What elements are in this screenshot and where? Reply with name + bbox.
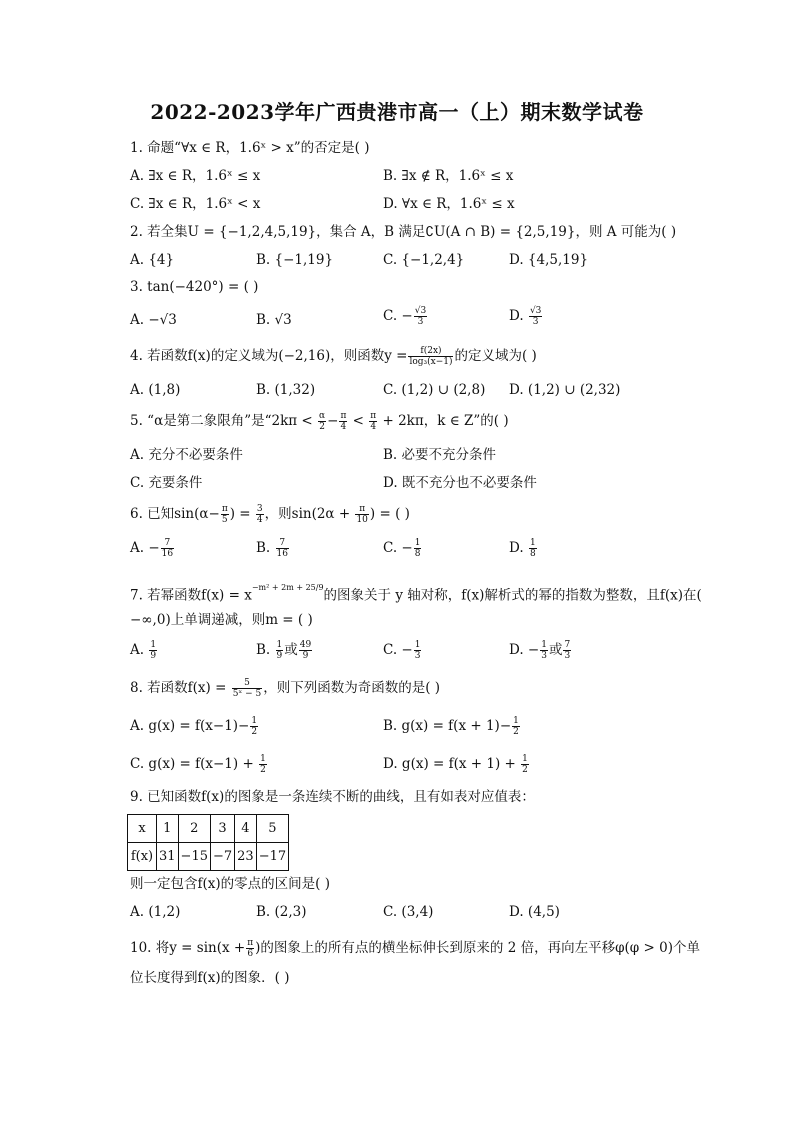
q6-stem-tail: ) = ( ) <box>369 506 410 522</box>
q7-stem-line2: −∞,0)上单调递减，则m = ( ) <box>130 612 313 628</box>
q6-fraction-3: $\frac{\pi}{10}$ <box>356 504 368 525</box>
q9-table-row-fx <box>128 843 289 871</box>
q9-option-d: D. (4,5) <box>509 904 560 920</box>
q7-exponent: −m² + 2m + 25/9 <box>251 583 324 592</box>
q8-stem-text: 8. 若函数f(x) = <box>130 680 227 696</box>
q4-stem <box>130 346 537 367</box>
q2-option-b: B. {−1,19} <box>256 252 334 268</box>
q5-stem <box>130 411 509 432</box>
q10-stem-text: 10. 将y = sin(x + <box>130 940 246 956</box>
q9-table-row-x <box>128 815 289 843</box>
q9-stem: 9. 已知函数f(x)的图象是一条连续不断的曲线，且有如表对应值表： <box>130 789 535 805</box>
q9-value-table <box>127 814 289 871</box>
q6-option-c: C. − $\frac{1}{8}$ <box>383 538 421 559</box>
q5-fraction-2: $\frac{\pi}{4}$ <box>340 411 347 432</box>
q6-option-a: A. − $\frac{7}{16}$ <box>130 538 174 559</box>
q5-minus: − <box>327 413 339 429</box>
q5-stem-tail: + 2kπ，k ∈ Z”的( ) <box>382 413 509 429</box>
q7-option-d: D. − $\frac{1}{3}$ 或 $\frac{7}{3}$ <box>509 640 571 661</box>
q1-option-b: B. ∃x ∉ R，1.6ˣ ≤ x <box>383 168 514 184</box>
q1-option-d: D. ∀x ∈ R，1.6ˣ ≤ x <box>383 196 515 212</box>
q8-option-d: D. g(x) = f(x + 1) + $\frac{1}{2}$ <box>383 754 528 775</box>
q9-table-cell: 5 <box>256 815 288 843</box>
q9-table-cell: 23 <box>235 843 257 871</box>
q9-table-cell: x <box>128 815 157 843</box>
q9-table-cell: 3 <box>210 815 234 843</box>
q3-stem: 3. tan(−420°) = ( ) <box>130 279 259 295</box>
q7-stem-tail: 的图象关于 y 轴对称，f(x)解析式的幂的指数为整数，且f(x)在( <box>323 587 702 604</box>
q6-fraction-1: $\frac{\pi}{5}$ <box>221 504 228 525</box>
q5-less: < <box>352 413 364 429</box>
q1-stem: 1. 命题“∀x ∈ R，1.6ˣ > x”的否定是( ) <box>130 140 370 156</box>
q4-option-a: A. (1,8) <box>130 382 181 398</box>
q1-option-a: A. ∃x ∈ R，1.6ˣ ≤ x <box>130 168 261 184</box>
q9-table-cell: 4 <box>235 815 257 843</box>
q9-table-cell: 1 <box>157 815 179 843</box>
q3-option-b: B. √3 <box>256 312 292 328</box>
q5-option-b: B. 必要不充分条件 <box>383 447 497 463</box>
q8-stem-tail: ，则下列函数为奇函数的是( ) <box>263 680 441 696</box>
q8-stem <box>130 678 440 699</box>
q3-option-c-fraction: $\frac{√3}{3}$ <box>414 306 427 327</box>
q3-option-d <box>509 306 543 327</box>
q9-table-cell: −15 <box>178 843 210 871</box>
q7-option-b: B. $\frac{1}{9}$ 或 $\frac{49}{9}$ <box>256 640 312 661</box>
q6-middle: ，则sin(2α + <box>264 506 351 522</box>
q5-option-d: D. 既不充分也不必要条件 <box>383 475 537 491</box>
q9-table-cell: f(x) <box>128 843 157 871</box>
q9-option-b: B. (2,3) <box>256 904 307 920</box>
q8-option-b: B. g(x) = f(x + 1)− $\frac{1}{2}$ <box>383 716 519 737</box>
q2-option-c: C. {−1,2,4} <box>383 252 465 268</box>
q6-stem-text: 6. 已知sin(α− <box>130 506 220 522</box>
q3-option-a: A. −√3 <box>130 312 177 328</box>
q4-option-b: B. (1,32) <box>256 382 316 398</box>
q6-equals: ) = <box>229 506 251 522</box>
q3-option-d-fraction: $\frac{√3}{3}$ <box>529 306 542 327</box>
q6-stem <box>130 504 410 525</box>
q10-stem <box>130 938 700 959</box>
q3-option-d-label: D. <box>509 308 528 324</box>
exam-title: 2022-2023学年广西贵港市高一（上）期末数学试卷 <box>150 100 644 124</box>
q6-option-b: B. $\frac{7}{16}$ <box>256 538 288 559</box>
q5-fraction-1: $\frac{\alpha}{2}$ <box>319 411 326 432</box>
q4-option-c: C. (1,2) ∪ (2,8) <box>383 382 486 398</box>
q3-option-c-label: C. − <box>383 308 413 324</box>
q5-option-a: A. 充分不必要条件 <box>130 447 243 463</box>
q8-option-a: A. g(x) = f(x−1)− $\frac{1}{2}$ <box>130 716 258 737</box>
q9-table-cell: 2 <box>178 815 210 843</box>
q9-option-c: C. (3,4) <box>383 904 434 920</box>
q4-option-d: D. (1,2) ∪ (2,32) <box>509 382 621 398</box>
q9-table-cell: 31 <box>157 843 179 871</box>
q7-option-c: C. − $\frac{1}{3}$ <box>383 640 421 661</box>
q9-question: 则一定包含f(x)的零点的区间是( ) <box>130 876 330 892</box>
q3-option-c <box>383 306 428 327</box>
q9-table-cell: −17 <box>256 843 288 871</box>
q8-option-c: C. g(x) = f(x−1) + $\frac{1}{2}$ <box>130 754 266 775</box>
q4-stem-text: 4. 若函数f(x)的定义域为(−2,16)，则函数y = <box>130 348 408 364</box>
q5-stem-text: 5. “α是第二象限角”是“2kπ < <box>130 413 313 429</box>
q2-option-a: A. {4} <box>130 252 175 268</box>
q7-option-a: A. $\frac{1}{9}$ <box>130 640 157 661</box>
q9-table-cell: −7 <box>210 843 234 871</box>
q1-option-c: C. ∃x ∈ R，1.6ˣ < x <box>130 196 261 212</box>
q7-stem <box>130 582 702 606</box>
q8-fraction: $\frac{5}{\text{5ˣ − 5}}$ <box>232 678 262 699</box>
q4-stem-tail: 的定义域为( ) <box>454 348 537 364</box>
q6-option-d: D. $\frac{1}{8}$ <box>509 538 536 559</box>
q7-stem-text: 7. 若幂函数f(x) = x <box>130 587 252 604</box>
q10-stem-line2: 位长度得到f(x)的图象．( ) <box>130 970 290 986</box>
q2-option-d: D. {4,5,19} <box>509 252 589 268</box>
q5-fraction-3: $\frac{\pi}{4}$ <box>370 411 377 432</box>
q6-fraction-2: $\frac{3}{4}$ <box>256 504 263 525</box>
q4-fraction: $\frac{f(2x)}{\text{log₃(x−1)}}$ <box>409 346 453 367</box>
q10-fraction: $\frac{\pi}{6}$ <box>247 938 254 959</box>
q9-option-a: A. (1,2) <box>130 904 181 920</box>
q2-stem: 2. 若全集U = {−1,2,4,5,19}，集合 A，B 满足∁U(A ∩ B) = {2,5,19}，则 A 可能为( ) <box>130 224 677 240</box>
q5-option-c: C. 充要条件 <box>130 475 203 491</box>
q10-stem-tail: )的图象上的所有点的横坐标伸长到原来的 2 倍，再向左平移φ(φ > 0)个单 <box>255 940 701 956</box>
